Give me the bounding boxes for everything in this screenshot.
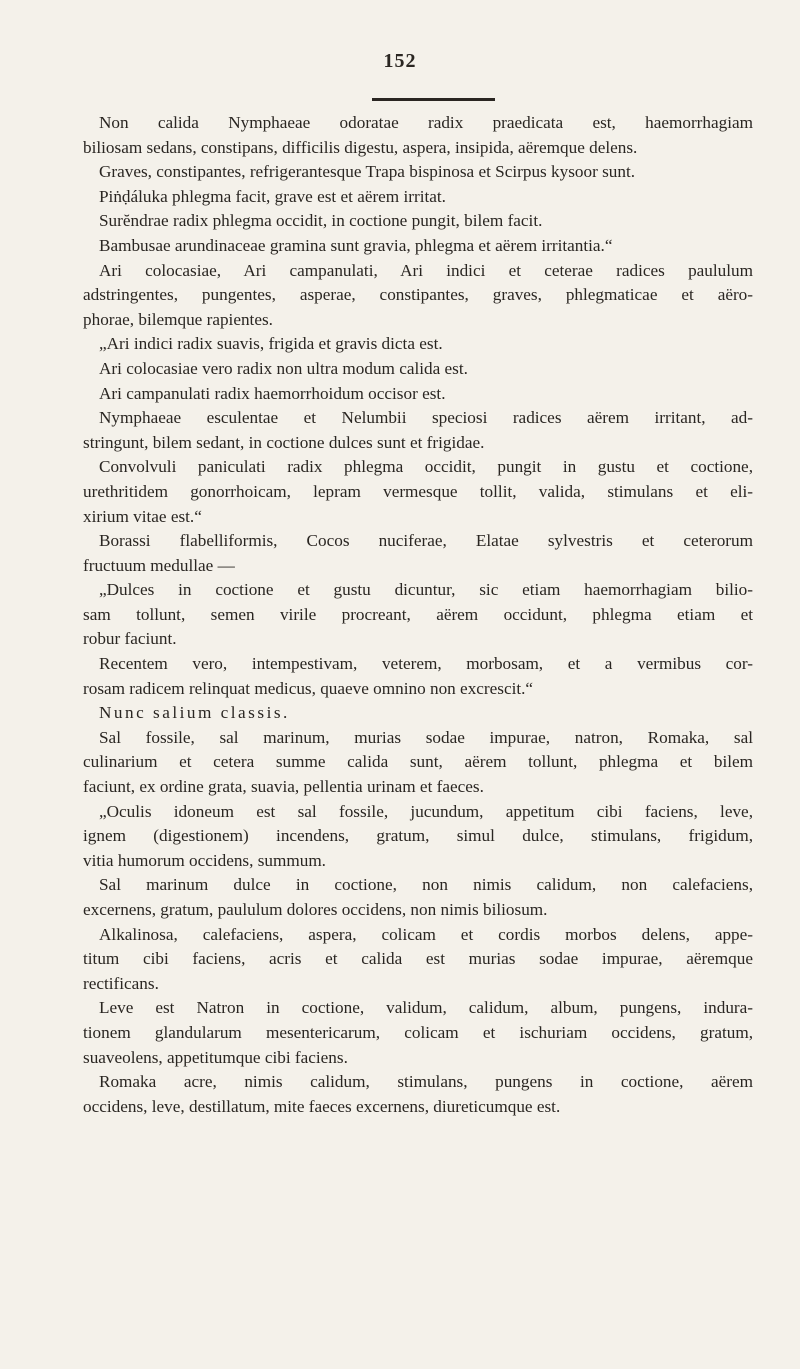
text-line: Ari campanulati radix haemorrhoidum occisor est. bbox=[99, 383, 446, 403]
text-line: Ari colocasiae vero radix non ultra modum calida est. bbox=[99, 358, 468, 378]
text-line: Ari colocasiae, Ari campanulati, Ari indici et ceterae radices paululum bbox=[99, 260, 753, 280]
text-line: Romaka acre, nimis calidum, stimulans, pungens in coctione, aërem bbox=[99, 1072, 753, 1092]
text-line: Leve est Natron in coctione, validum, calidum, album, pungens, indura- bbox=[99, 998, 753, 1018]
text-line: Sal marinum dulce in coctione, non nimis calidum, non calefaciens, bbox=[99, 875, 753, 895]
text-line: excernens, gratum, paululum dolores occidens, non nimis biliosum. bbox=[83, 900, 548, 919]
text-line: robur faciunt. bbox=[83, 629, 177, 649]
body-text bbox=[83, 111, 753, 1119]
text-line: rosam radicem relinquat medicus, quaeve omnino non excrescit.“ bbox=[83, 678, 534, 698]
text-line: culinarium et cetera summe calida sunt, aërem tollunt, phlegma et bilem bbox=[83, 752, 753, 772]
text-line: „Dulces in coctione et gustu dicuntur, sic etiam haemorrhagiam bilio- bbox=[99, 580, 753, 600]
text-line: Piṅḍáluka phlegma facit, grave est et aërem irritat. bbox=[99, 186, 446, 206]
text-line: urethritidem gonorrhoicam, lepram vermesque tollit, valida, stimulans et eli- bbox=[83, 481, 753, 501]
text-line: Surĕndrae radix phlegma occidit, in coctione pungit, bilem facit. bbox=[99, 211, 543, 231]
text-line: tionem glandularum mesentericarum, colicam et ischuriam occidens, gratum, bbox=[83, 1022, 753, 1042]
text-line: ignem (digestionem) incendens, gratum, simul dulce, stimulans, frigidum, bbox=[83, 826, 753, 846]
text-line: Nunc salium classis. bbox=[99, 703, 290, 723]
text-line: Alkalinosa, calefaciens, aspera, colicam et cordis morbos delens, appe- bbox=[99, 924, 753, 944]
text-line: Sal fossile, sal marinum, murias sodae impurae, natron, Romaka, sal bbox=[99, 727, 753, 747]
text-line: vitia humorum occidens, summum. bbox=[83, 850, 326, 870]
text-line: rectificans. bbox=[83, 973, 159, 993]
text-line: stringunt, bilem sedant, in coctione dulces sunt et frigidae. bbox=[83, 432, 485, 452]
text-line: Bambusae arundinaceae gramina sunt gravia, phlegma et aërem irritantia.“ bbox=[99, 235, 613, 255]
text-line: Graves, constipantes, refrigerantesque Trapa bispinosa et Scirpus kysoor sunt. bbox=[99, 162, 636, 182]
text-line: phorae, bilemque rapientes. bbox=[83, 309, 273, 329]
header-rule bbox=[372, 98, 495, 101]
text-line: faciunt, ex ordine grata, suavia, pellentia urinam et faeces. bbox=[83, 777, 484, 797]
text-line: Non calida Nymphaeae odoratae radix praedicata est, haemorrhagiam bbox=[99, 113, 753, 132]
text-line: occidens, leve, destillatum, mite faeces excernens, diureticumque est. bbox=[83, 1096, 561, 1116]
page-number: 152 bbox=[383, 50, 417, 72]
text-line: adstringentes, pungentes, asperae, constipantes, graves, phlegmaticae et aëro- bbox=[83, 285, 753, 305]
text-line: suaveolens, appetitumque cibi faciens. bbox=[83, 1047, 348, 1067]
text-line: xirium vitae est.“ bbox=[83, 506, 202, 526]
text-line: titum cibi faciens, acris et calida est murias sodae impurae, aëremque bbox=[83, 949, 753, 969]
text-line: Recentem vero, intempestivam, veterem, morbosam, et a vermibus cor- bbox=[99, 654, 753, 674]
text-line: „Ari indici radix suavis, frigida et gravis dicta est. bbox=[99, 334, 443, 354]
text-line: sam tollunt, semen virile procreant, aërem occidunt, phlegma etiam et bbox=[83, 604, 753, 624]
text-line: fructuum medullae — bbox=[83, 555, 235, 575]
text-line: biliosam sedans, constipans, difficilis digestu, aspera, insipida, aëremque delens. bbox=[83, 137, 638, 157]
text-line: Convolvuli paniculati radix phlegma occidit, pungit in gustu et coctione, bbox=[99, 457, 753, 477]
text-line: Borassi flabelliformis, Cocos nuciferae, Elatae sylvestris et ceterorum bbox=[99, 531, 753, 551]
text-line: „Oculis idoneum est sal fossile, jucundum, appetitum cibi faciens, leve, bbox=[99, 801, 753, 821]
text-line: Nymphaeae esculentae et Nelumbii speciosi radices aërem irritant, ad- bbox=[99, 408, 753, 428]
